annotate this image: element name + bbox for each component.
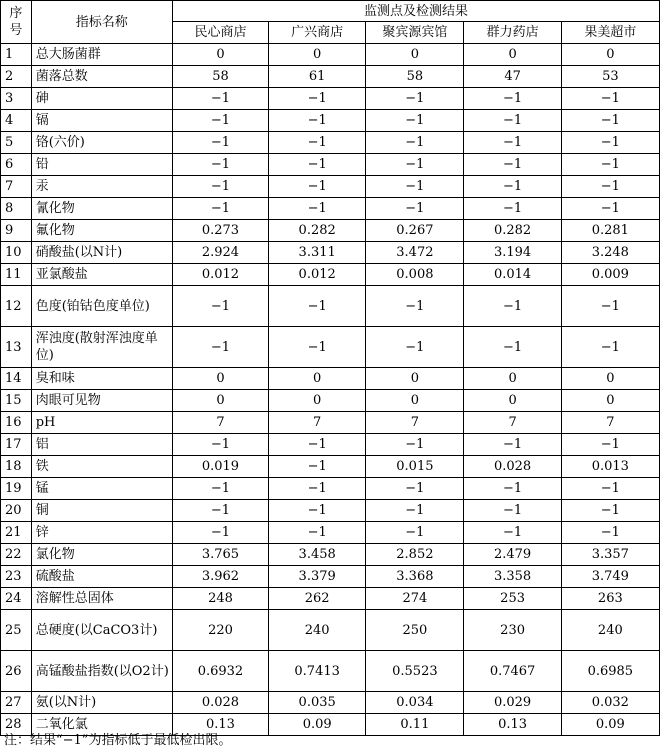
table-row: [1, 412, 660, 434]
indicator-name: 色度(铂钴色度单位): [31, 286, 172, 327]
table-row: [1, 390, 660, 412]
result-cell: 0: [172, 44, 268, 66]
result-cell: −1: [172, 522, 268, 544]
result-cell: 3.358: [464, 566, 561, 588]
result-cell: −1: [172, 327, 268, 368]
result-cell: 61: [269, 66, 366, 88]
result-cell: −1: [561, 500, 659, 522]
result-cell: −1: [464, 500, 561, 522]
result-cell: 2.924: [172, 242, 268, 264]
result-cell: −1: [269, 198, 366, 220]
result-cell: 0: [366, 44, 464, 66]
result-cell: −1: [172, 88, 268, 110]
indicator-name: 氰化物: [31, 198, 172, 220]
result-cell: −1: [269, 434, 366, 456]
result-cell: −1: [561, 478, 659, 500]
table-row: [1, 242, 660, 264]
result-cell: −1: [561, 176, 659, 198]
table-row: [1, 522, 660, 544]
result-cell: −1: [269, 176, 366, 198]
result-cell: −1: [366, 176, 464, 198]
result-cell: −1: [172, 154, 268, 176]
indicator-name: 亚氯酸盐: [31, 264, 172, 286]
row-number: 23: [1, 566, 32, 588]
result-cell: 7: [269, 412, 366, 434]
row-number: 24: [1, 588, 32, 610]
row-number: 21: [1, 522, 32, 544]
result-cell: −1: [464, 88, 561, 110]
result-cell: −1: [172, 500, 268, 522]
result-cell: 0: [366, 368, 464, 390]
result-cell: 3.311: [269, 242, 366, 264]
table-row: [1, 154, 660, 176]
result-cell: 0.028: [464, 456, 561, 478]
result-cell: 262: [269, 588, 366, 610]
result-cell: −1: [561, 434, 659, 456]
table-row: [1, 44, 660, 66]
result-cell: 0.273: [172, 220, 268, 242]
site-header: 广兴商店: [269, 22, 366, 44]
indicator-name: 铬(六价): [31, 132, 172, 154]
result-cell: 0.012: [172, 264, 268, 286]
table-row: [1, 566, 660, 588]
table-row: [1, 651, 660, 692]
result-cell: −1: [172, 110, 268, 132]
result-cell: −1: [464, 434, 561, 456]
indicator-name: 肉眼可见物: [31, 390, 172, 412]
row-number: 25: [1, 610, 32, 651]
indicator-name: 总硬度(以CaCO3计): [31, 610, 172, 651]
row-number: 16: [1, 412, 32, 434]
table-row: [1, 176, 660, 198]
result-cell: −1: [172, 132, 268, 154]
result-cell: −1: [366, 327, 464, 368]
table-note: 注：结果“−1”为指标低于最低检出限。: [4, 733, 232, 748]
indicator-name: 氟化物: [31, 220, 172, 242]
result-cell: −1: [561, 132, 659, 154]
table-row: [1, 88, 660, 110]
indicator-name: 硫酸盐: [31, 566, 172, 588]
site-header: 民心商店: [172, 22, 268, 44]
result-cell: 240: [561, 610, 659, 651]
row-number: 10: [1, 242, 32, 264]
result-cell: 0.13: [172, 714, 268, 736]
result-cell: −1: [561, 110, 659, 132]
row-number: 22: [1, 544, 32, 566]
result-cell: 3.357: [561, 544, 659, 566]
result-cell: 0.029: [464, 692, 561, 714]
row-number: 6: [1, 154, 32, 176]
indicator-name: 菌落总数: [31, 66, 172, 88]
name-header: 指标名称: [31, 1, 172, 44]
result-cell: 0: [464, 44, 561, 66]
table-row: [1, 434, 660, 456]
indicator-name: 臭和味: [31, 368, 172, 390]
result-cell: −1: [366, 500, 464, 522]
result-cell: −1: [464, 132, 561, 154]
result-cell: −1: [464, 110, 561, 132]
table-row: [1, 327, 660, 368]
result-cell: 220: [172, 610, 268, 651]
result-cell: −1: [561, 88, 659, 110]
result-cell: 0.09: [269, 714, 366, 736]
indicator-name: 溶解性总固体: [31, 588, 172, 610]
result-cell: −1: [269, 286, 366, 327]
result-cell: 7: [561, 412, 659, 434]
result-cell: −1: [366, 110, 464, 132]
table-row: [1, 220, 660, 242]
result-cell: 0.034: [366, 692, 464, 714]
result-cell: 3.749: [561, 566, 659, 588]
result-cell: −1: [172, 198, 268, 220]
result-cell: 0: [366, 390, 464, 412]
result-cell: 0.012: [269, 264, 366, 286]
table-row: [1, 66, 660, 88]
indicator-name: 浑浊度(散射浑浊度单位): [31, 327, 172, 368]
indicator-name: pH: [31, 412, 172, 434]
result-cell: 2.479: [464, 544, 561, 566]
result-cell: −1: [269, 327, 366, 368]
result-cell: 0: [561, 390, 659, 412]
result-cell: −1: [366, 434, 464, 456]
result-cell: 0.019: [172, 456, 268, 478]
result-cell: −1: [269, 456, 366, 478]
table-row: [1, 286, 660, 327]
result-cell: −1: [269, 88, 366, 110]
table-row: [1, 110, 660, 132]
result-cell: −1: [269, 478, 366, 500]
indicator-name: 高锰酸盐指数(以O2计): [31, 651, 172, 692]
result-cell: 3.379: [269, 566, 366, 588]
result-cell: 0.6932: [172, 651, 268, 692]
indicator-name: 铝: [31, 434, 172, 456]
site-header: 群力药店: [464, 22, 561, 44]
group-header: 监测点及检测结果: [172, 1, 659, 22]
result-cell: 7: [464, 412, 561, 434]
table-row: [1, 692, 660, 714]
row-number: 9: [1, 220, 32, 242]
indicator-name: 镉: [31, 110, 172, 132]
row-number: 17: [1, 434, 32, 456]
result-cell: 0.5523: [366, 651, 464, 692]
indicator-name: 硝酸盐(以N计): [31, 242, 172, 264]
result-cell: 0: [269, 44, 366, 66]
result-cell: 0.13: [464, 714, 561, 736]
result-cell: 0: [561, 44, 659, 66]
result-cell: 240: [269, 610, 366, 651]
row-number: 3: [1, 88, 32, 110]
site-header: 果美超市: [561, 22, 659, 44]
result-cell: −1: [269, 132, 366, 154]
result-cell: −1: [172, 434, 268, 456]
result-cell: 3.765: [172, 544, 268, 566]
row-number: 26: [1, 651, 32, 692]
indicator-name: 氨(以N计): [31, 692, 172, 714]
row-number: 4: [1, 110, 32, 132]
row-number: 2: [1, 66, 32, 88]
result-cell: 253: [464, 588, 561, 610]
indicator-name: 铁: [31, 456, 172, 478]
result-cell: −1: [561, 522, 659, 544]
indicator-name: 总大肠菌群: [31, 44, 172, 66]
table-row: [1, 610, 660, 651]
seq-header: 序号: [1, 1, 32, 44]
table-row: [1, 264, 660, 286]
row-number: 19: [1, 478, 32, 500]
result-cell: −1: [366, 198, 464, 220]
result-cell: 3.368: [366, 566, 464, 588]
result-cell: 0.282: [269, 220, 366, 242]
table-body: [1, 44, 660, 736]
result-cell: −1: [464, 522, 561, 544]
result-cell: −1: [269, 500, 366, 522]
result-cell: 3.962: [172, 566, 268, 588]
result-cell: 0.028: [172, 692, 268, 714]
indicator-name: 锌: [31, 522, 172, 544]
row-number: 27: [1, 692, 32, 714]
result-cell: 3.194: [464, 242, 561, 264]
result-cell: −1: [464, 154, 561, 176]
result-cell: −1: [366, 522, 464, 544]
result-cell: 47: [464, 66, 561, 88]
result-cell: 0.015: [366, 456, 464, 478]
site-header: 聚宾源宾馆: [366, 22, 464, 44]
table-row: [1, 544, 660, 566]
result-cell: 0.6985: [561, 651, 659, 692]
result-cell: −1: [561, 154, 659, 176]
result-cell: 0.281: [561, 220, 659, 242]
result-cell: 3.458: [269, 544, 366, 566]
result-cell: 0.7467: [464, 651, 561, 692]
table-row: [1, 132, 660, 154]
result-cell: 0: [269, 390, 366, 412]
table-row: [1, 500, 660, 522]
row-number: 1: [1, 44, 32, 66]
result-cell: −1: [561, 327, 659, 368]
result-cell: −1: [366, 88, 464, 110]
result-cell: −1: [561, 198, 659, 220]
result-cell: 3.248: [561, 242, 659, 264]
result-cell: 0.013: [561, 456, 659, 478]
indicator-name: 锰: [31, 478, 172, 500]
result-cell: 0.014: [464, 264, 561, 286]
result-cell: 0.11: [366, 714, 464, 736]
result-cell: 274: [366, 588, 464, 610]
table-row: [1, 198, 660, 220]
result-cell: −1: [172, 176, 268, 198]
result-cell: −1: [269, 154, 366, 176]
result-cell: −1: [464, 286, 561, 327]
row-number: 7: [1, 176, 32, 198]
table-row: [1, 478, 660, 500]
result-cell: 0: [464, 368, 561, 390]
indicator-name: 二氧化氯: [31, 714, 172, 736]
result-cell: −1: [464, 327, 561, 368]
result-cell: 250: [366, 610, 464, 651]
result-cell: 7: [366, 412, 464, 434]
result-cell: 0.09: [561, 714, 659, 736]
row-number: 28: [1, 714, 32, 736]
result-cell: 53: [561, 66, 659, 88]
row-number: 14: [1, 368, 32, 390]
result-cell: 248: [172, 588, 268, 610]
result-cell: 7: [172, 412, 268, 434]
table-row: [1, 588, 660, 610]
result-cell: 0: [464, 390, 561, 412]
row-number: 11: [1, 264, 32, 286]
result-cell: 0: [561, 368, 659, 390]
row-number: 15: [1, 390, 32, 412]
header-row-1: [1, 1, 660, 22]
indicator-name: 铜: [31, 500, 172, 522]
indicator-name: 砷: [31, 88, 172, 110]
result-cell: −1: [464, 478, 561, 500]
result-cell: −1: [269, 522, 366, 544]
result-cell: 0: [172, 390, 268, 412]
result-cell: 0.009: [561, 264, 659, 286]
result-cell: 263: [561, 588, 659, 610]
result-cell: 2.852: [366, 544, 464, 566]
result-cell: −1: [172, 478, 268, 500]
result-cell: 0.008: [366, 264, 464, 286]
result-cell: −1: [366, 478, 464, 500]
result-cell: −1: [172, 286, 268, 327]
result-cell: −1: [464, 198, 561, 220]
result-cell: 0.035: [269, 692, 366, 714]
result-cell: 0.032: [561, 692, 659, 714]
row-number: 13: [1, 327, 32, 368]
result-cell: −1: [464, 176, 561, 198]
result-cell: 58: [172, 66, 268, 88]
row-number: 12: [1, 286, 32, 327]
row-number: 20: [1, 500, 32, 522]
result-cell: 0: [172, 368, 268, 390]
indicator-name: 氯化物: [31, 544, 172, 566]
result-cell: 0.282: [464, 220, 561, 242]
indicator-name: 铅: [31, 154, 172, 176]
result-cell: −1: [366, 154, 464, 176]
indicator-name: 汞: [31, 176, 172, 198]
row-number: 5: [1, 132, 32, 154]
result-cell: 0: [269, 368, 366, 390]
row-number: 8: [1, 198, 32, 220]
result-cell: 230: [464, 610, 561, 651]
table-row: [1, 456, 660, 478]
result-cell: 0.267: [366, 220, 464, 242]
table-row: [1, 368, 660, 390]
result-cell: −1: [366, 286, 464, 327]
result-cell: 3.472: [366, 242, 464, 264]
result-cell: −1: [366, 132, 464, 154]
result-cell: 58: [366, 66, 464, 88]
result-cell: −1: [561, 286, 659, 327]
result-cell: −1: [269, 110, 366, 132]
row-number: 18: [1, 456, 32, 478]
result-cell: 0.7413: [269, 651, 366, 692]
